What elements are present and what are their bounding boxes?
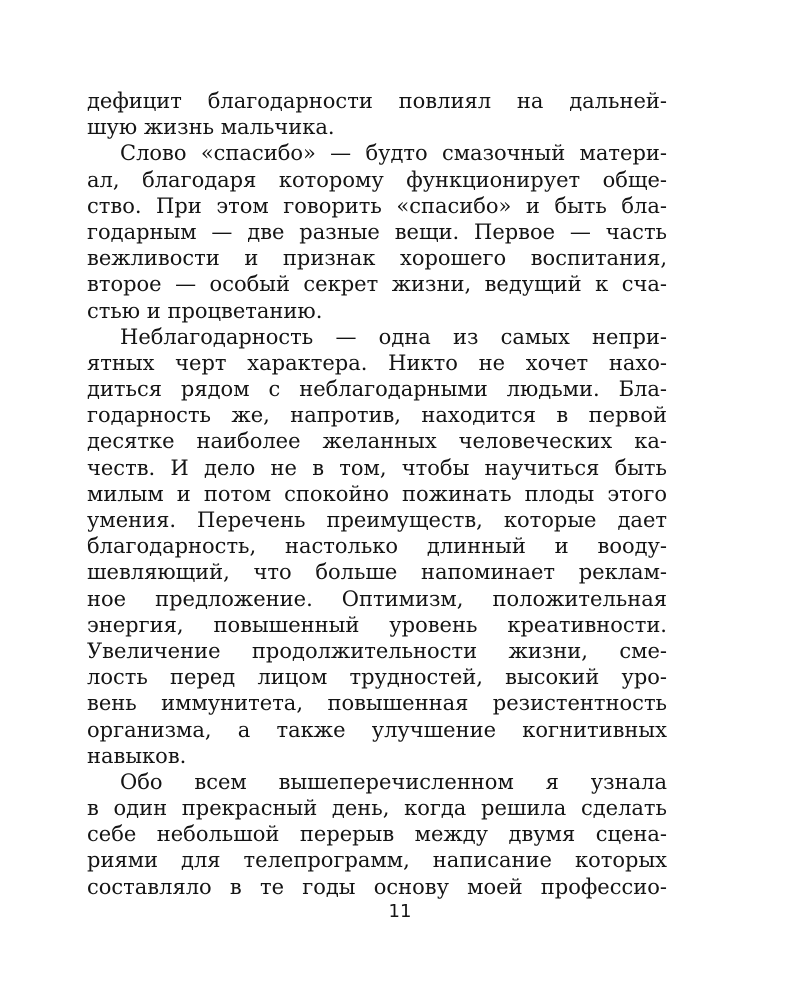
text-line: себе небольшой перерыв между двумя сцена- bbox=[87, 822, 667, 847]
text-line: ное предложение. Оптимизм, положительная bbox=[87, 586, 667, 611]
text-line: годарным — две разные вещи. Первое — часть bbox=[87, 219, 667, 244]
text-line: умения. Перечень преимуществ, которые дает bbox=[87, 508, 667, 532]
text-line: навыков. bbox=[87, 743, 187, 768]
text-line: благодарность, настолько длинный и вооду- bbox=[87, 534, 667, 559]
body-text bbox=[87, 88, 667, 900]
text-line: ятных черт характера. Никто не хочет нахо- bbox=[87, 350, 667, 375]
text-line: честв. И дело не в том, чтобы научиться быть bbox=[87, 455, 667, 480]
text-line: ство. При этом говорить «спасибо» и быть бла- bbox=[87, 193, 667, 218]
text-line: в один прекрасный день, когда решила сделать bbox=[87, 796, 667, 821]
text-line: составляло в те годы основу моей профессио- bbox=[87, 874, 667, 899]
text-line: лость перед лицом трудностей, высокий уро- bbox=[87, 665, 667, 690]
text-line: вежливости и признак хорошего воспитания, bbox=[87, 246, 667, 271]
text-line: диться рядом с неблагодарными людьми. Бла- bbox=[87, 377, 667, 402]
text-line: десятке наиболее желанных человеческих ка- bbox=[87, 429, 667, 454]
text-line: риями для телепрограмм, написание которых bbox=[87, 848, 667, 873]
text-line: организма, а также улучшение когнитивных bbox=[87, 717, 667, 742]
text-line: второе — особый секрет жизни, ведущий к сча- bbox=[87, 272, 667, 297]
text-line: ал, благодаря которому функционирует обще- bbox=[87, 167, 667, 192]
text-line: Неблагодарность — одна из самых непри- bbox=[120, 324, 667, 349]
text-line: стью и процветанию. bbox=[87, 298, 323, 323]
text-line: шую жизнь мальчика. bbox=[87, 115, 335, 140]
text-line: дефицит благодарности повлиял на дальней- bbox=[87, 89, 667, 113]
text-line: шевляющий, что больше напоминает реклам- bbox=[87, 560, 667, 585]
text-line: вень иммунитета, повышенная резистентность bbox=[87, 691, 667, 716]
text-line: энергия, повышенный уровень креативности. bbox=[87, 612, 667, 637]
text-line: годарность же, напротив, находится в первой bbox=[87, 403, 667, 428]
page-number: 11 bbox=[388, 901, 412, 922]
text-line: милым и потом спокойно пожинать плоды этого bbox=[87, 481, 667, 506]
text-line: Обо всем вышеперечисленном я узнала bbox=[120, 769, 667, 794]
text-line: Слово «спасибо» — будто смазочный матери- bbox=[120, 141, 667, 166]
text-line: Увеличение продолжительности жизни, сме- bbox=[87, 638, 667, 663]
